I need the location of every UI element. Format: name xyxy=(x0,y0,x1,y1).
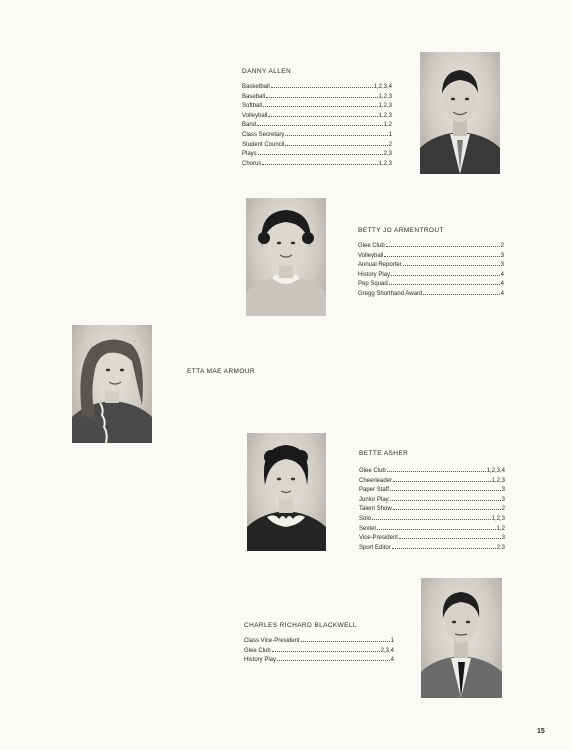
activity-years: 1,2,3,4 xyxy=(486,468,505,474)
activity-label: Volleyball xyxy=(358,252,384,259)
activity-years: 2,3 xyxy=(496,544,505,551)
activity-row xyxy=(359,514,505,524)
activity-years: 3 xyxy=(501,535,505,542)
activity-label: Gregg Shorthand Award xyxy=(358,290,423,297)
activity-row xyxy=(242,92,392,102)
dot-leader xyxy=(390,495,501,501)
dot-leader xyxy=(387,466,486,472)
dot-leader xyxy=(399,533,501,539)
activity-label: Annual Reporter xyxy=(358,262,402,269)
portrait-girl-lace-collar xyxy=(247,433,326,551)
activity-row xyxy=(359,466,505,476)
activity-label: Junior Play xyxy=(359,496,389,503)
activity-label: Volleyball xyxy=(242,112,268,119)
activity-row xyxy=(242,159,392,169)
activity-years: 3 xyxy=(501,496,505,503)
activity-years: 4 xyxy=(390,657,394,664)
activity-years: 1,2,3 xyxy=(491,515,505,522)
student-portrait xyxy=(246,198,326,316)
activity-years: 2 xyxy=(501,506,505,513)
activity-row xyxy=(358,251,504,261)
student-name: CHARLES RICHARD BLACKWELL xyxy=(244,622,357,629)
dot-leader xyxy=(257,120,383,126)
activity-years: 4 xyxy=(500,281,504,288)
activity-row xyxy=(358,289,504,299)
activity-label: Chorus xyxy=(242,160,262,167)
activity-label: Student Council xyxy=(242,141,285,148)
dot-leader xyxy=(301,636,390,642)
activity-years: 1,2,3,4 xyxy=(373,84,392,90)
activity-label: Glee Club xyxy=(358,243,385,249)
activity-years: 2,3 xyxy=(383,151,392,158)
dot-leader xyxy=(392,543,496,549)
activity-label: Plays xyxy=(242,151,257,158)
dot-leader xyxy=(403,260,500,266)
dot-leader xyxy=(391,270,500,276)
activity-label: History Play xyxy=(244,657,277,664)
activity-row xyxy=(358,279,504,289)
activity-row xyxy=(244,646,394,656)
page-number: 15 xyxy=(537,728,545,735)
activity-years: 4 xyxy=(500,290,504,297)
activity-label: Talent Show xyxy=(359,506,392,513)
activity-years: 1,2 xyxy=(496,525,505,532)
activity-row xyxy=(359,543,505,553)
dot-leader xyxy=(372,514,491,520)
activity-row xyxy=(359,495,505,505)
activity-row xyxy=(242,101,392,111)
dot-leader xyxy=(423,289,499,295)
activity-years: 3 xyxy=(500,262,504,269)
activity-years: 1,2,3 xyxy=(378,93,392,100)
activity-label: Sextet xyxy=(359,525,377,532)
activity-years: 3 xyxy=(500,252,504,259)
dot-leader xyxy=(384,251,499,257)
portrait-girl-wavy-hair xyxy=(72,325,152,443)
student-portrait xyxy=(421,578,502,698)
dot-leader xyxy=(272,646,380,652)
activity-row xyxy=(242,140,392,150)
dot-leader xyxy=(277,655,390,661)
activity-years: 1,2,3 xyxy=(378,112,392,119)
activity-list xyxy=(244,636,394,665)
activity-label: Baseball xyxy=(242,93,266,100)
activity-row xyxy=(358,260,504,270)
student-name: BETTY JO ARMENTROUT xyxy=(358,227,444,234)
activity-row xyxy=(242,82,392,92)
activity-label: Band xyxy=(242,122,257,129)
dot-leader xyxy=(393,504,501,510)
activity-label: Class Vice-President xyxy=(244,638,300,644)
activity-label: Sport Editor xyxy=(359,544,391,551)
activity-label: Glee Club xyxy=(359,468,386,474)
portrait-girl-collar xyxy=(246,198,326,316)
student-name: BETTE ASHER xyxy=(359,450,409,457)
activity-label: Cheerleader xyxy=(359,477,393,484)
activity-label: Paper Staff xyxy=(359,487,389,494)
dot-leader xyxy=(271,82,373,88)
activity-list xyxy=(358,241,504,299)
activity-years: 1,2 xyxy=(383,122,392,129)
dot-leader xyxy=(262,159,377,165)
activity-label: Solo xyxy=(359,515,372,522)
activity-years: 1 xyxy=(388,131,392,138)
activity-years: 2 xyxy=(388,141,392,148)
activity-row xyxy=(244,655,394,665)
activity-years: 4 xyxy=(500,271,504,278)
activity-label: Softball xyxy=(242,103,263,110)
student-portrait xyxy=(247,433,326,551)
activity-label: Vice-President xyxy=(359,535,398,542)
dot-leader xyxy=(377,524,496,530)
activity-years: 1,2,3 xyxy=(378,160,392,167)
activity-label: Pep Squad xyxy=(358,281,388,288)
dot-leader xyxy=(268,111,377,117)
activity-years: 1,2,3 xyxy=(378,103,392,110)
dot-leader xyxy=(285,140,387,146)
dot-leader xyxy=(389,279,500,285)
dot-leader xyxy=(393,476,491,482)
activity-row xyxy=(242,120,392,130)
student-name: DANNY ALLEN xyxy=(242,68,292,75)
dot-leader xyxy=(390,485,501,491)
dot-leader xyxy=(266,92,378,98)
student-name: ETTA MAE ARMOUR xyxy=(187,368,255,375)
activity-list xyxy=(359,466,505,552)
portrait-boy-dark-tie xyxy=(421,578,502,698)
activity-row xyxy=(242,111,392,121)
student-portrait xyxy=(420,52,500,174)
activity-row xyxy=(242,130,392,140)
activity-years: 3 xyxy=(501,487,505,494)
student-portrait xyxy=(72,325,152,443)
activity-row xyxy=(359,504,505,514)
activity-label: History Play xyxy=(358,271,391,278)
activity-years: 1,2,3 xyxy=(491,477,505,484)
activity-years: 2,3,4 xyxy=(380,647,394,654)
activity-label: Glee Club xyxy=(244,647,271,654)
activity-years: 1 xyxy=(390,638,394,644)
activity-list xyxy=(242,82,392,168)
activity-row xyxy=(359,524,505,534)
activity-row xyxy=(358,241,504,251)
activity-row xyxy=(358,270,504,280)
dot-leader xyxy=(386,241,500,247)
activity-years: 2 xyxy=(500,243,504,249)
activity-label: Class Secretary xyxy=(242,131,285,138)
activity-label: Basketball xyxy=(242,84,270,90)
dot-leader xyxy=(258,149,383,155)
activity-row xyxy=(359,476,505,486)
activity-row xyxy=(242,149,392,159)
activity-row xyxy=(244,636,394,646)
dot-leader xyxy=(285,130,387,136)
activity-row xyxy=(359,533,505,543)
portrait-boy-suit xyxy=(420,52,500,174)
activity-row xyxy=(359,485,505,495)
dot-leader xyxy=(263,101,378,107)
